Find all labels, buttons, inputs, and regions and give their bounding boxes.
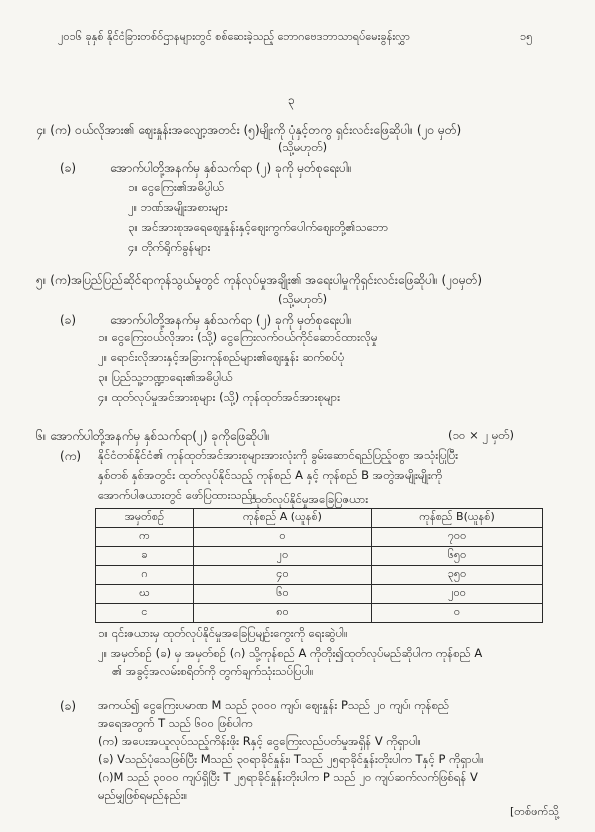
table-cell: ၂၀၀ bbox=[372, 585, 543, 604]
q4-item-4: ၄။ တိုက်ရိုက်ခွန်များ bbox=[128, 240, 211, 254]
table-cell: ၇၀၀ bbox=[372, 528, 543, 547]
q4-b-instruction: အောက်ပါတို့အနက်မှ နှစ်သက်ရာ (၂) ခုကို မှတ်စုရေးပါ။ bbox=[110, 161, 352, 175]
q5-item-1: ၁။ ငွေကြေးဝယ်လိုအား (သို့) ငွေကြေးလက်ဝယ်ကိုင်ဆောင်ထားလိုမှု bbox=[98, 330, 378, 344]
q6-b-line-2: အရေအတွက် T သည် ၆၀၀ ဖြစ်ပါက bbox=[98, 716, 253, 730]
table-cell: ၂၀ bbox=[193, 547, 371, 566]
table-row bbox=[96, 547, 543, 566]
table-header-cell: အမှတ်စဉ် bbox=[96, 509, 194, 528]
q6-a-sub-2-line-1: ၂။ အမှတ်စဉ် (ခ) မှ အမှတ်စဉ် (ဂ) သို့ကုန်စည် A ကိုတိုး၍ထုတ်လုပ်မည်ဆိုပါက ကုန်စည် A bbox=[98, 646, 483, 660]
q6-a-line-2: နှစ်တစ် နှစ်အတွင်း ထုတ်လုပ်နိုင်သည့် ကုန်စည် A နှင့် ကုန်စည် B အတွဲအမျိုးမျိုးကို bbox=[98, 468, 443, 482]
q5-b-label: (ခ) bbox=[60, 313, 77, 327]
q4-or: (သို့မဟုတ်) bbox=[278, 140, 328, 154]
q5-item-2: ၂။ ရောင်းလိုအားနှင့်အခြားကုန်စည်များ၏ဈေးနှုန်း ဆက်စပ်ပုံ bbox=[98, 350, 345, 364]
q6-a-sub-2-line-2: ၏ အခွင့်အလမ်းစရိတ်ကို တွက်ချက်သုံးသပ်ပြပါ။ bbox=[112, 664, 314, 678]
table-title: ထုတ်လုပ်နိုင်မှုအခြေပြဇယား bbox=[250, 492, 369, 506]
page-number: ၁၅ bbox=[520, 30, 533, 43]
table-cell: ခ bbox=[96, 547, 194, 566]
table-cell: ၀ bbox=[372, 604, 543, 623]
q6-b-sub-3-line-2: မည်မျှဖြစ်ရမည်နည်း။ bbox=[98, 788, 188, 802]
q6-a-label: (က) bbox=[60, 449, 82, 463]
table-cell: ၆၅၀ bbox=[372, 547, 543, 566]
q4-item-2: ၂။ ဘဏ်အမျိုးအစားများ bbox=[128, 200, 228, 214]
table-header-cell: ကုန်စည် A (ယူနစ်) bbox=[193, 509, 371, 528]
q4-b-label: (ခ) bbox=[60, 161, 77, 175]
q6-a-sub-1: ၁။ ၎င်းဇယားမှ ထုတ်လုပ်နိုင်မှုအခြေပြမျဉ်းကွေးကို ရေးဆွဲပါ။ bbox=[98, 626, 348, 640]
q4-heading: ၄။ (က) ဝယ်လိုအား၏ ဈေးနှုန်းအလျော့အတင်း (၅)မျိုးကို ပုံနှင့်တကွ ရှင်းလင်းဖြေဆိုပါ။ (၂၀ မှတ်) bbox=[36, 123, 462, 137]
table-cell: ၈၀ bbox=[193, 604, 371, 623]
table-header-row bbox=[96, 509, 543, 528]
table-cell: ၄၀ bbox=[193, 566, 371, 585]
table-cell: က bbox=[96, 528, 194, 547]
q6-a-line-1: နိုင်ငံတစ်နိုင်ငံ၏ ကုန်ထုတ်အင်အားစုများအားလုံးကို ခွမ်းဆောင်ရည်ပြည့်ဝစွာ အသုံးပြုပြီး bbox=[98, 448, 459, 462]
q5-heading: ၅။ (က)အပြည်ပြည်ဆိုင်ရာကုန်သွယ်မှုတွင် ကုန်လုပ်မှုအချိုး၏ အရေးပါမှုကိုရှင်းလင်းဖြေဆိုပါ။ (၂၀မှတ်) bbox=[36, 273, 483, 287]
table-header-cell: ကုန်စည် B(ယူနစ်) bbox=[372, 509, 543, 528]
table-row bbox=[96, 604, 543, 623]
q5-or: (သို့မဟုတ်) bbox=[278, 292, 328, 306]
production-possibility-table bbox=[95, 508, 543, 623]
q6-b-sub-3-line-1: (ဂ)M သည် ၃၀၀၀ ကျပ်ရှိပြီး T ၂၅ရာခိုင်နှုန်းတိုးပါက P သည် ၂၀ ကျပ်ဆက်လက်ဖြစ်ရန် V bbox=[98, 770, 478, 784]
continue-note: [တစ်ဖက်သို့ bbox=[510, 805, 559, 818]
table-cell: ၀ bbox=[193, 528, 371, 547]
q5-item-4: ၄။ ထုတ်လုပ်မှုအင်အားစုများ (သို့) ကုန်ထုတ်အင်အားစုများ bbox=[98, 390, 341, 404]
table-row bbox=[96, 566, 543, 585]
section-number: ၃ bbox=[288, 93, 295, 107]
table-cell: င bbox=[96, 604, 194, 623]
q6-marks: (၁၀ × ၂ မှတ်) bbox=[448, 428, 514, 442]
q6-b-sub-1: (က) အပေးအယူလုပ်သည့်ကိန်းဖိုး Rနှင့် ငွေကြေးလည်ပတ်မှုအရှိန် V ကိုရှာပါ။ bbox=[98, 734, 422, 748]
q5-item-3: ၃။ ပြည်သူ့ဘဏ္ဍာရေး၏အဓိပ္ပါယ် bbox=[98, 370, 233, 384]
table-row bbox=[96, 585, 543, 604]
q6-b-label: (ခ) bbox=[60, 699, 77, 713]
q6-b-sub-2: (ခ) Vသည်ပုံသေဖြစ်ပြီး Mသည် ၃၀ရာခိုင်နှုန်း၊ Tသည် ၂၅ရာခိုင်နှုန်းတိုးပါက Tနှင့် P ကိုရှာပါ။ bbox=[98, 752, 484, 766]
table-cell: ဃ bbox=[96, 585, 194, 604]
table-row bbox=[96, 528, 543, 547]
page-header-title: ၂၀၁၆ ခုနှစ် နိုင်ငံခြားတစ်ဝ်ဌာနများတွင် စစ်ဆေးခဲ့သည့် ဘောဂဗေဒဘာသာရပ်မေးခွန်းလွှာ bbox=[58, 30, 410, 43]
q6-a-line-3: အောက်ပါဇယားတွင် ဖော်ပြထားသည်။ bbox=[98, 488, 257, 502]
table-cell: ၃၅၀ bbox=[372, 566, 543, 585]
q5-b-instruction: အောက်ပါတို့အနက်မှ နှစ်သက်ရာ (၂) ခုကို မှတ်စုရေးပါ။ bbox=[110, 313, 352, 327]
q6-b-line-1: အကယ်၍ ငွေကြေးပမာဏ M သည် ၃၀၀၀ ကျပ်၊ ဈေးနှုန်း Pသည် ၂၀ ကျပ်၊ ကုန်စည် bbox=[98, 698, 450, 712]
table-cell: ဂ bbox=[96, 566, 194, 585]
q4-item-1: ၁။ ငွေကြေး၏အဓိပ္ပါယ် bbox=[128, 180, 224, 194]
q6-heading: ၆။ အောက်ပါတို့အနက်မှ နှစ်သက်ရာ(၂) ခုကိုဖြေဆိုပါ။ bbox=[36, 429, 270, 443]
q4-item-3: ၃။ အင်အားစုအရေဈေးနှုန်းနှင့်ဈေးကွက်ပေါက်ဈေးတို့၏သဘော bbox=[128, 220, 389, 234]
table-cell: ၆၀ bbox=[193, 585, 371, 604]
